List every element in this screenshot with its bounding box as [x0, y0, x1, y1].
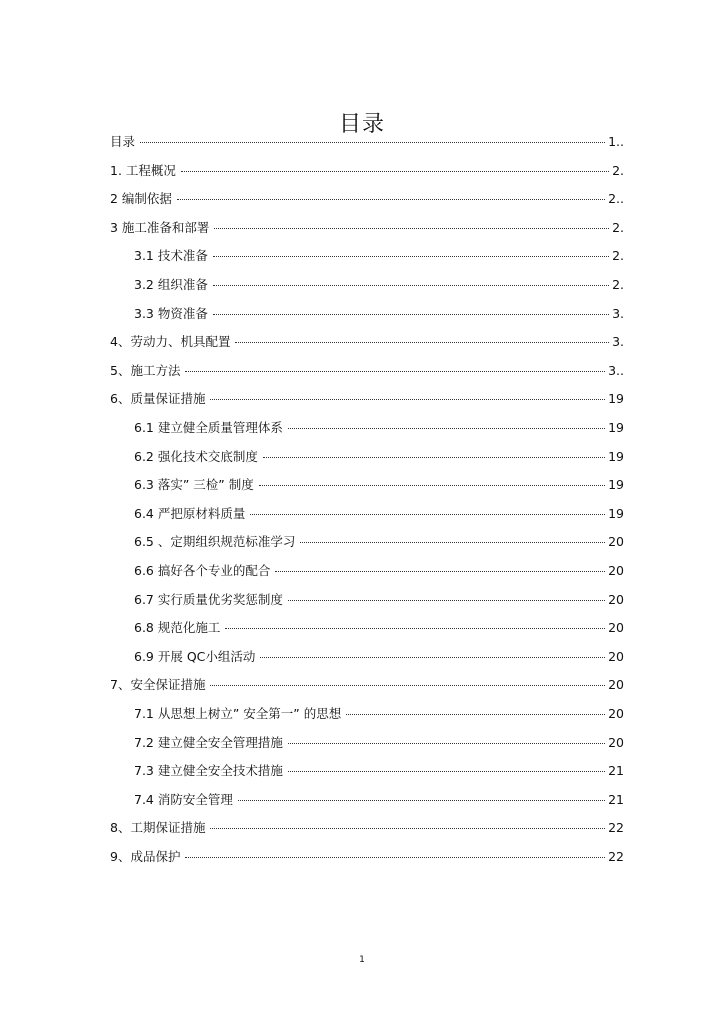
toc-dot-leader — [275, 571, 605, 572]
toc-dot-leader — [250, 514, 605, 515]
toc-entry[interactable] — [0, 447, 624, 467]
toc-dot-leader — [300, 542, 605, 543]
toc-dot-leader — [213, 256, 609, 257]
toc-dot-leader — [213, 314, 609, 315]
toc-entry-page: 22 — [608, 820, 624, 836]
toc-entry-page: 20 — [608, 563, 624, 578]
toc-entry-title: 6.1 建立健全质量管理体系 — [134, 420, 283, 435]
toc-dot-leader — [214, 228, 609, 229]
toc-entry[interactable] — [0, 618, 624, 638]
toc-entry-page: 19 — [608, 420, 624, 435]
toc-entry-title: 8、工期保证措施 — [110, 820, 206, 836]
toc-entry-title: 3.3 物资准备 — [134, 305, 208, 321]
toc-entry-title: 3 施工准备和部署 — [110, 219, 210, 235]
toc-entry[interactable] — [0, 761, 624, 781]
toc-dot-leader — [238, 800, 605, 801]
toc-dot-leader — [288, 743, 605, 744]
toc-entry-page: 20 — [608, 620, 624, 636]
toc-entry[interactable] — [0, 733, 624, 753]
toc-entry[interactable] — [0, 332, 624, 352]
toc-entry[interactable] — [0, 647, 624, 667]
toc-entry[interactable] — [0, 675, 624, 695]
toc-entry-title: 4、劳动力、机具配置 — [110, 334, 231, 350]
toc-dot-leader — [288, 600, 605, 601]
toc-dot-leader — [213, 285, 609, 286]
toc-entry[interactable] — [0, 161, 624, 181]
toc-entry[interactable] — [0, 704, 624, 724]
toc-entry-title: 7.4 消防安全管理 — [134, 791, 233, 807]
toc-entry-page: 20 — [608, 591, 624, 607]
toc-entry-title: 6.6 搞好各个专业的配合 — [134, 563, 271, 578]
toc-dot-leader — [260, 657, 605, 658]
toc-dot-leader — [210, 685, 605, 686]
toc-entry[interactable] — [0, 418, 624, 438]
toc-entry-page: 20 — [608, 734, 624, 750]
toc-entry-page: 3. — [612, 334, 624, 350]
toc-entry[interactable] — [0, 275, 624, 295]
toc-entry[interactable] — [0, 304, 624, 324]
toc-entry-title: 目录 — [110, 134, 136, 149]
toc-entry-title: 7.3 建立健全安全技术措施 — [134, 763, 283, 779]
toc-entry-page: 2. — [612, 277, 624, 292]
toc-dot-leader — [288, 771, 605, 772]
toc-entry[interactable] — [0, 475, 624, 495]
toc-entry-title: 9、成品保护 — [110, 849, 181, 864]
toc-entry[interactable] — [0, 532, 624, 552]
toc-entry-page: 21 — [608, 763, 624, 779]
toc-entry-page: 19 — [608, 505, 624, 521]
toc-entry[interactable] — [0, 361, 624, 381]
toc-entry-page: 22 — [608, 849, 624, 864]
toc-entry[interactable] — [0, 847, 624, 867]
toc-entry-page: 2. — [612, 219, 624, 235]
toc-entry-page: 19 — [608, 477, 624, 493]
toc-dot-leader — [177, 199, 605, 200]
toc-entry-title: 3.1 技术准备 — [134, 248, 208, 264]
toc-entry[interactable] — [0, 504, 624, 524]
toc-entry-page: 2. — [612, 162, 624, 178]
toc-entry-page: 19 — [608, 391, 624, 407]
toc-entry-page: 20 — [608, 677, 624, 693]
toc-dot-leader — [263, 457, 605, 458]
toc-entry-page: 3.. — [608, 362, 624, 378]
toc-dot-leader — [225, 628, 605, 629]
toc-entry-title: 6.9 开展 QC小组活动 — [134, 648, 256, 664]
toc-entry-page: 20 — [608, 534, 624, 550]
page-number: 1 — [359, 955, 365, 965]
toc-entry[interactable] — [0, 790, 624, 810]
toc-entry-title: 3.2 组织准备 — [134, 277, 208, 292]
toc-dot-leader — [181, 171, 609, 172]
toc-entry[interactable] — [0, 590, 624, 610]
page-title: 目录 — [338, 111, 385, 137]
toc-dot-leader — [288, 428, 605, 429]
toc-entry-page: 2.. — [608, 191, 624, 207]
toc-entry-page: 2. — [612, 248, 624, 264]
toc-entry-title: 6、质量保证措施 — [110, 391, 206, 407]
toc-entry-page: 20 — [608, 706, 624, 721]
toc-dot-leader — [185, 371, 605, 372]
toc-entry-title: 2 编制依据 — [110, 191, 172, 207]
toc-entry[interactable] — [0, 818, 624, 838]
toc-entry[interactable] — [0, 218, 624, 238]
toc-entry-page: 20 — [608, 648, 624, 664]
toc-entry[interactable] — [0, 189, 624, 209]
toc-entry-title: 6.5 、定期组织规范标准学习 — [134, 534, 296, 550]
toc-entry-title: 7.1 从思想上树立” 安全第一” 的思想 — [134, 706, 342, 721]
toc-entry-title: 7.2 建立健全安全管理措施 — [134, 734, 283, 750]
toc-entry[interactable] — [0, 246, 624, 266]
toc-dot-leader — [140, 142, 605, 143]
toc-dot-leader — [235, 342, 609, 343]
toc-dot-leader — [210, 828, 605, 829]
toc-dot-leader — [259, 485, 605, 486]
toc-dot-leader — [185, 857, 605, 858]
toc-entry-page: 1.. — [608, 134, 624, 149]
toc-entry[interactable] — [0, 561, 624, 581]
toc-entry-title: 6.4 严把原材料质量 — [134, 505, 246, 521]
toc-entry-page: 3. — [612, 305, 624, 321]
toc-dot-leader — [210, 399, 605, 400]
toc-entry-title: 6.3 落实” 三检” 制度 — [134, 477, 254, 493]
toc-entry-title: 5、施工方法 — [110, 362, 181, 378]
toc-entry-title: 6.8 规范化施工 — [134, 620, 221, 636]
toc-entry-title: 7、安全保证措施 — [110, 677, 206, 693]
toc-entry-page: 21 — [608, 791, 624, 807]
toc-entry-page: 19 — [608, 448, 624, 464]
toc-dot-leader — [346, 714, 605, 715]
toc-entry-title: 1. 工程概况 — [110, 162, 176, 178]
toc-entry[interactable] — [0, 389, 624, 409]
toc-entry-title: 6.2 强化技术交底制度 — [134, 448, 258, 464]
toc-entry[interactable] — [0, 132, 624, 152]
toc-entry-title: 6.7 实行质量优劣奖惩制度 — [134, 591, 283, 607]
